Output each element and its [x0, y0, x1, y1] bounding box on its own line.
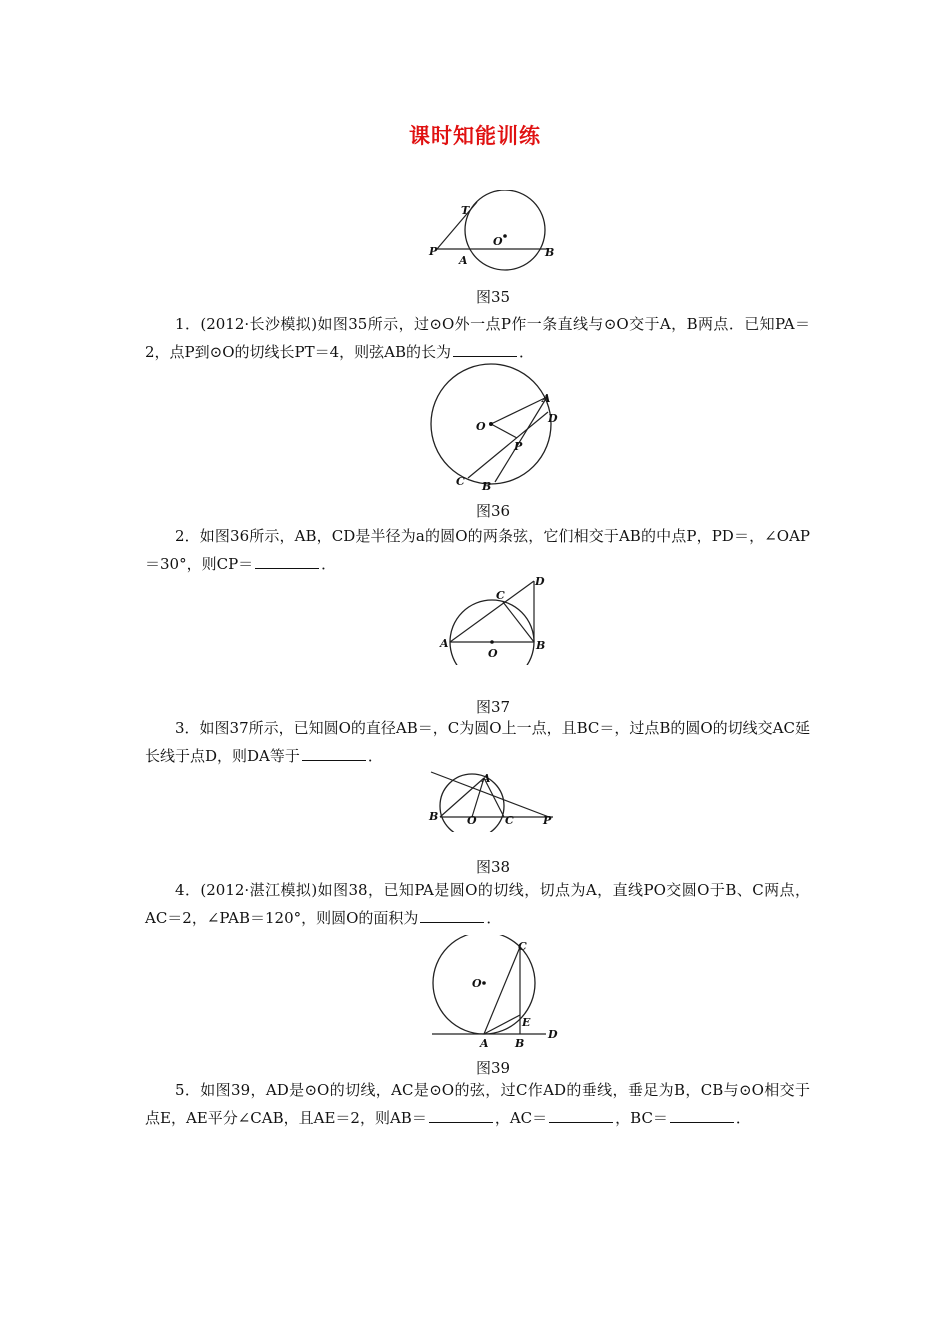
figure-37-caption: 图37	[475, 698, 511, 716]
label-t: T	[461, 204, 470, 217]
figure-36	[420, 362, 570, 494]
problem-2-text: 2．如图36所示，AB，CD是半径为a的圆O的两条弦，它们相交于AB的中点P，PD＝，∠OAP＝30°，则CP＝	[145, 527, 810, 573]
problem-5-end: ．	[735, 1109, 751, 1127]
center-dot	[490, 640, 494, 644]
answer-blank[interactable]	[302, 747, 366, 761]
figure-38-caption: 图38	[475, 858, 511, 876]
label-p: P	[429, 245, 438, 258]
problem-2	[145, 522, 810, 578]
label-a: A	[459, 254, 468, 267]
label-a: A	[480, 1037, 489, 1050]
figure-38	[425, 770, 560, 832]
problem-3-text: 3．如图37所示，已知圆O的直径AB＝，C为圆O上一点，且BC＝，过点B的圆O的切线交AC延长线于点D，则DA等于	[145, 719, 810, 765]
label-b: B	[429, 810, 439, 823]
problem-3-end: ．	[367, 747, 383, 765]
label-c: C	[518, 940, 527, 953]
label-d: D	[548, 412, 558, 425]
problem-3	[145, 714, 810, 770]
figure-39	[428, 935, 563, 1053]
label-b: B	[515, 1037, 525, 1050]
label-o: O	[472, 977, 482, 990]
page-title: 课时知能训练	[409, 124, 541, 148]
chord-ac	[484, 947, 520, 1034]
answer-blank[interactable]	[420, 909, 484, 923]
problem-4-end: ．	[486, 909, 502, 927]
answer-blank[interactable]	[429, 1109, 493, 1123]
label-o: O	[493, 235, 503, 248]
problem-5-text: 5．如图39，AD是⊙O的切线，AC是⊙O的弦，过C作AD的垂线，垂足为B，CB与⊙O相交于点E，AE平分∠CAB，且AE＝2，则AB＝	[145, 1081, 810, 1127]
label-o: O	[476, 420, 486, 433]
problem-1-end: ．	[519, 343, 535, 361]
problem-4-text: 4．(2012·湛江模拟)如图38，已知PA是圆O的切线，切点为A，直线PO交圆O于B、C两点，AC＝2，∠PAB＝120°，则圆O的面积为	[145, 881, 810, 927]
label-a: A	[440, 637, 449, 650]
answer-blank[interactable]	[255, 555, 319, 569]
label-p: P	[543, 814, 552, 827]
problem-2-end: ．	[321, 555, 337, 573]
figure-37	[436, 575, 551, 665]
answer-blank[interactable]	[453, 343, 517, 357]
problem-4	[145, 876, 810, 932]
label-e: E	[522, 1016, 531, 1029]
answer-blank[interactable]	[549, 1109, 613, 1123]
label-c: C	[496, 589, 505, 602]
label-c: C	[505, 814, 514, 827]
problem-1-text: 1．(2012·长沙模拟)如图35所示，过⊙O外一点P作一条直线与⊙O交于A，B两点．已知PA＝2，点P到⊙O的切线长PT＝4，则弦AB的长为	[145, 315, 810, 361]
problem-1	[145, 310, 810, 366]
figure-36-caption: 图36	[475, 502, 511, 520]
label-b: B	[482, 480, 492, 493]
center-dot	[503, 234, 507, 238]
center-dot	[482, 981, 486, 985]
label-a: A	[542, 392, 551, 405]
problem-5-mid2: ，BC＝	[615, 1109, 668, 1127]
label-d: D	[548, 1028, 558, 1041]
label-c: C	[456, 475, 465, 488]
label-b: B	[536, 639, 546, 652]
problem-5-mid1: ，AC＝	[494, 1109, 548, 1127]
label-b: B	[545, 246, 555, 259]
label-p: P	[514, 440, 523, 453]
center-dot	[489, 422, 493, 426]
label-d: D	[535, 575, 545, 588]
problem-5	[145, 1076, 810, 1132]
tangent-pt	[437, 202, 477, 249]
figure-35-caption: 图35	[475, 288, 511, 306]
label-o: O	[467, 814, 477, 827]
figure-39-caption: 图39	[475, 1059, 511, 1077]
label-o: O	[488, 647, 498, 660]
segment-op	[491, 424, 517, 438]
label-a: A	[482, 772, 491, 785]
answer-blank[interactable]	[670, 1109, 734, 1123]
figure-35	[425, 190, 565, 275]
